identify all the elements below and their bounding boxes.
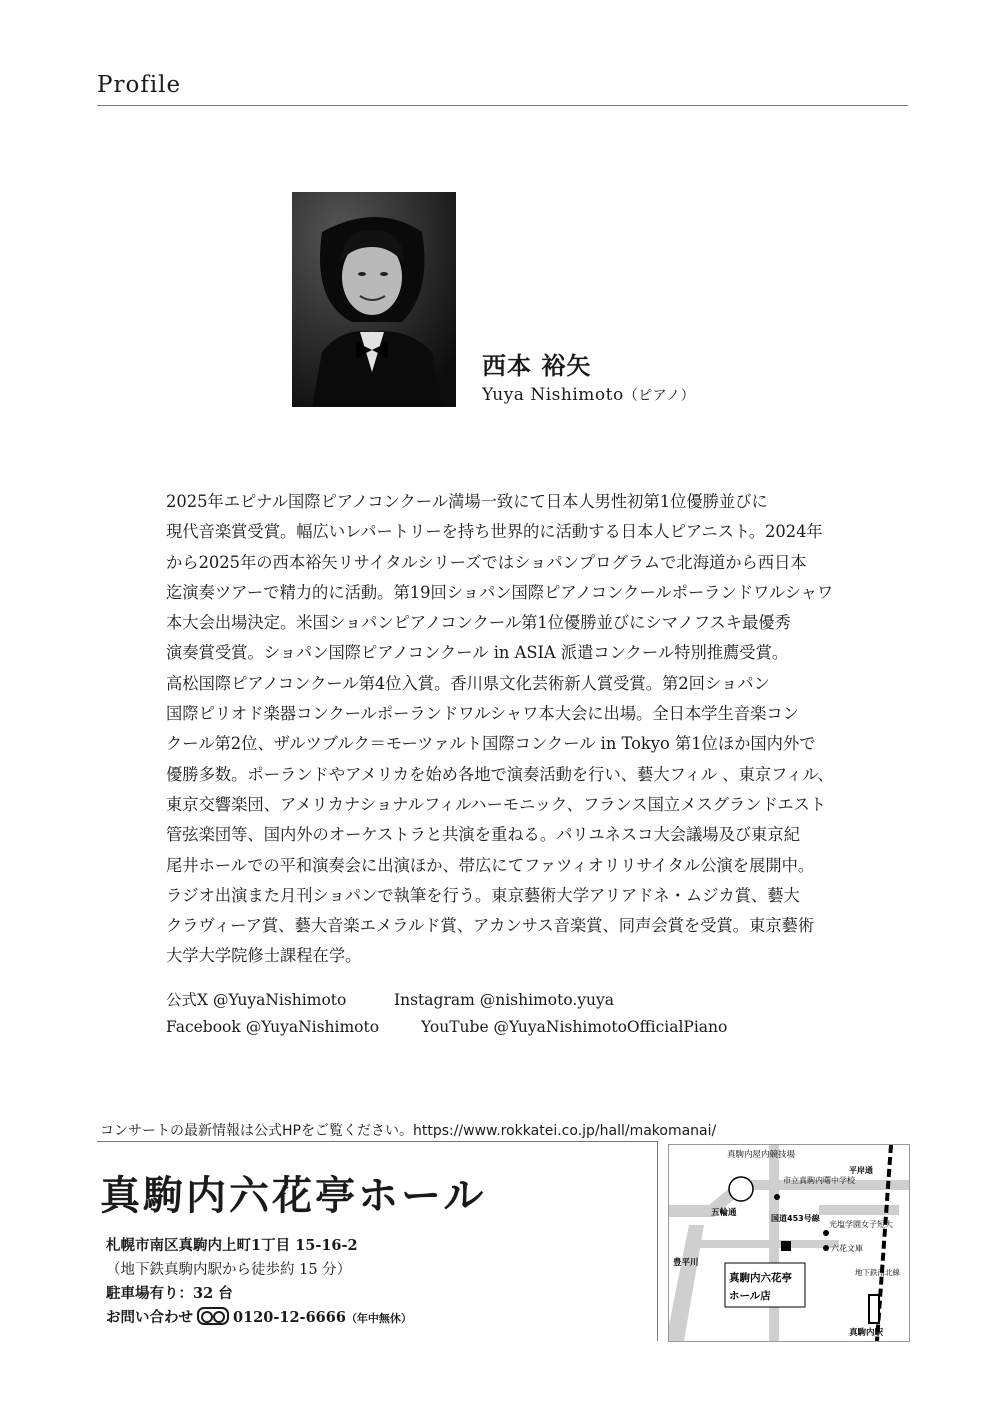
venue-contact	[106, 1306, 412, 1327]
venue-parking: 駐車場有り：32 台	[106, 1285, 233, 1302]
facebook-link[interactable]: Facebook @YuyaNishimoto	[166, 1018, 380, 1036]
contact-label: お問い合わせ	[106, 1309, 193, 1326]
youtube-link[interactable]: YouTube @YuyaNishimotoOfficialPiano	[421, 1018, 728, 1036]
artist-name-romaji: Yuya Nishimoto	[482, 385, 624, 405]
website-note[interactable]: コンサートの最新情報は公式HPをご覧ください。https://www.rokkatei.co.jp/hall/makomanai/	[100, 1123, 717, 1139]
venue-access: （地下鉄真駒内駅から徒歩約 15 分）	[106, 1262, 352, 1278]
artist-instrument: （ピアノ）	[623, 388, 696, 404]
artist-name-en	[482, 385, 695, 405]
bio-line: 大学大学院修士課程在学。	[166, 946, 362, 966]
bio-line: 2025年エピナル国際ピアノコンクール満場一致にて日本人男性初第1位優勝並びに	[166, 492, 768, 511]
venue-address: 札幌市南区真駒内上町1丁目 15-16-2	[106, 1237, 358, 1254]
bio-line: ラジオ出演また月刊ショパンで執筆を行う。東京藝術大学アリアドネ・ムジカ賞、藝大	[166, 885, 800, 905]
bio-line: 迄演奏ツアーで精力的に活動。第19回ショパン国際ピアノコンクールポーランドワルシャワ	[166, 582, 834, 602]
footer-divider-vertical	[657, 1141, 658, 1341]
bio-line: 東京交響楽団、アメリカナショナルフィルハーモニック、フランス国立メスグランドエスト	[166, 794, 827, 814]
artist-name-jp: 西本 裕矢	[482, 351, 592, 380]
section-title: Profile	[97, 72, 182, 98]
map-label-school: 市立真駒内曙中学校	[783, 1176, 855, 1185]
bio-line: 本大会出場決定。米国ショパンピアノコンクール第1位優勝並びにシマノフスキ最優秀	[166, 613, 791, 633]
bio-line: 国際ピリオド楽器コンクールポーランドワルシャワ本大会に出場。全日本学生音楽コン	[166, 704, 799, 724]
library-icon	[823, 1245, 829, 1251]
map-label-street: 五輪通	[711, 1208, 737, 1218]
venue-marker-icon	[781, 1241, 791, 1251]
bio-line: 演奏賞受賞。ショパン国際ピアノコンクール in ASIA 派遣コンクール特別推薦受賞。	[166, 643, 789, 663]
bio-line: クラヴィーア賞、藝大音楽エメラルド賞、アカンサス音楽賞、同声会賞を受賞。東京藝術	[166, 916, 815, 936]
footer-divider	[97, 1141, 657, 1142]
phone-note: （年中無休）	[345, 1312, 412, 1325]
school-icon	[774, 1194, 780, 1200]
bio-line: 優勝多数。ポーランドやアメリカを始め各地で演奏活動を行い、藝大フィル 、東京フィル、	[166, 764, 834, 784]
station-icon	[869, 1295, 879, 1323]
college-icon	[823, 1230, 829, 1236]
map-road	[669, 1225, 704, 1341]
bio-line: から2025年の西本裕矢リサイタルシリーズではショパンプログラムで北海道から西日本	[166, 552, 807, 572]
bio-line: 高松国際ピアノコンクール第4位入賞。香川県文化芸術新人賞受賞。第2回ショパン	[166, 673, 770, 693]
biography	[166, 487, 838, 972]
social-links-row	[166, 1018, 727, 1036]
map-road	[769, 1145, 779, 1341]
artist-photo	[292, 192, 456, 407]
phone-number[interactable]: 0120-12-6666	[233, 1309, 346, 1326]
map-label-stadium: 真駒内屋内競技場	[727, 1150, 796, 1160]
bio-line: 尾井ホールでの平和演奏会に出演ほか、帯広にてファツィオリリサイタル公演を展開中。	[166, 855, 815, 875]
map-venue-label-line2: ホール店	[729, 1290, 771, 1302]
bio-line: クール第2位、ザルツブルク＝モーツァルト国際コンクール in Tokyo 第1位ほか国内外で	[166, 734, 816, 754]
header-divider	[97, 105, 908, 106]
bio-line: 管弦楽団等、国内外のオーケストラと共演を重ねる。パリユネスコ大会議場及び東京紀	[166, 825, 800, 845]
map-venue-label-line1: 真駒内六花亭	[729, 1272, 792, 1284]
bio-line: 現代音楽賞受賞。幅広いレパートリーを持ち世界的に活動する日本人ピアニスト。2024年	[166, 522, 823, 542]
map-label-station: 真駒内駅	[849, 1328, 884, 1338]
map-label-library: 六花文庫	[831, 1244, 863, 1253]
freedial-icon	[197, 1307, 229, 1325]
x-account-link[interactable]: 公式X @YuyaNishimoto	[166, 991, 347, 1009]
map-label-river: 豊平川	[673, 1258, 699, 1268]
map-label-college: 光塩学園女子短大	[829, 1220, 893, 1229]
map-label-route: 国道453号線	[771, 1214, 820, 1223]
venue-map	[668, 1144, 910, 1342]
stadium-icon	[729, 1177, 753, 1201]
map-label-highway: 平岸通	[849, 1166, 873, 1175]
map-label-subway: 地下鉄南北線	[855, 1268, 900, 1277]
social-links-row	[166, 988, 614, 1010]
instagram-link[interactable]: Instagram @nishimoto.yuya	[394, 991, 615, 1009]
venue-logo: 真駒内六花亭ホール	[100, 1172, 487, 1219]
